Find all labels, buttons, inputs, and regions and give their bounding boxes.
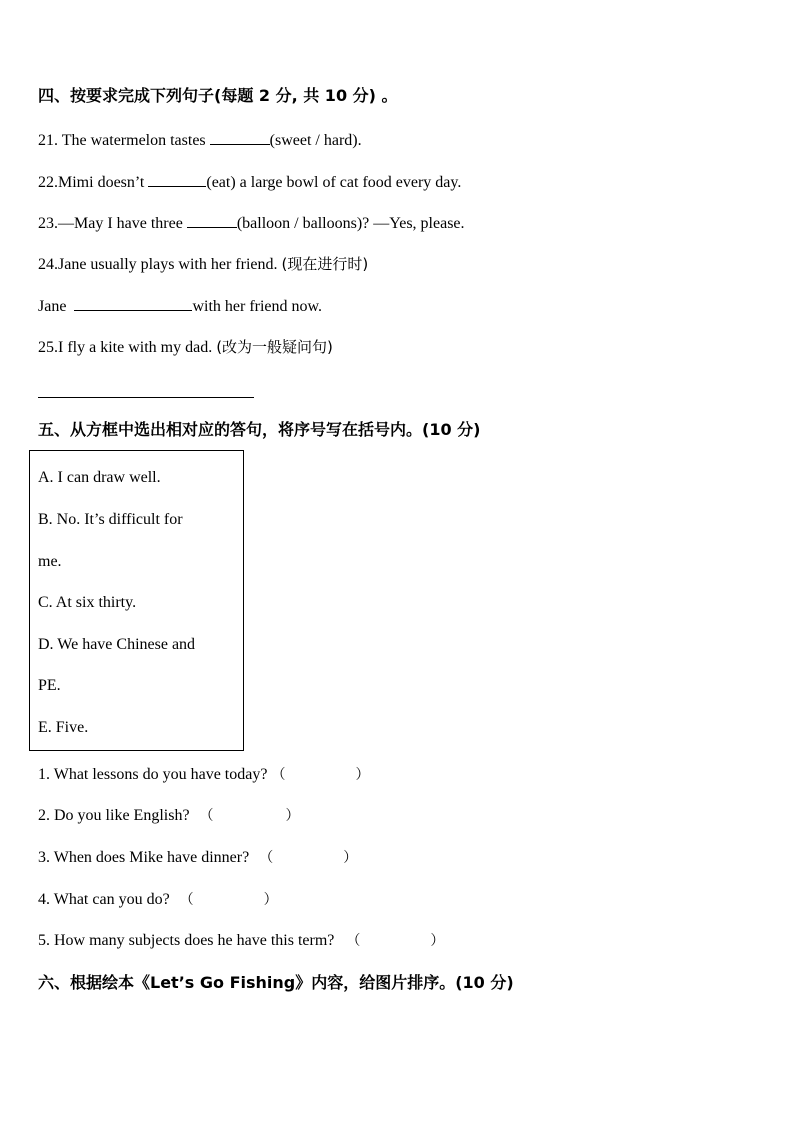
q21-hint: (sweet / hard). xyxy=(269,132,362,149)
option-d-cont: PE. xyxy=(38,677,61,694)
match-q1-text: 1. What lessons do you have today? xyxy=(38,766,268,783)
option-a: A. I can draw well. xyxy=(38,469,161,486)
q24-hint: (现在进行时) xyxy=(281,255,369,273)
q22-blank[interactable] xyxy=(148,171,206,187)
question-23 xyxy=(38,212,465,234)
match-q1-paren-close: ） xyxy=(355,767,370,783)
section-5-title-text: 五、从方框中选出相对应的答句，将序号写在括号内。(10 分) xyxy=(38,420,481,439)
q23-text: 23.—May I have three xyxy=(38,215,187,232)
q25-sentence: 25.I fly a kite with my dad. xyxy=(38,339,217,356)
match-q3-paren-open: （ xyxy=(259,850,274,866)
section-5-title xyxy=(38,420,480,441)
question-25 xyxy=(38,337,333,358)
q24-sentence: 24.Jane usually plays with her friend. xyxy=(38,256,282,273)
match-q1-paren-open: （ xyxy=(271,767,286,783)
match-question-3 xyxy=(38,848,357,868)
match-q2-text: 2. Do you like English? xyxy=(38,807,190,824)
q22-rest: (eat) a large bowl of cat food every day. xyxy=(206,174,462,191)
match-q2-paren-open: （ xyxy=(199,808,214,824)
question-24-answer xyxy=(38,295,322,317)
q25-answer-line[interactable] xyxy=(38,397,254,398)
match-q4-paren-close: ） xyxy=(263,892,278,908)
q21-blank[interactable] xyxy=(210,129,270,145)
question-22 xyxy=(38,171,461,193)
section-4-title-text: 四、按要求完成下列句子(每题 2 分, 共 10 分) 。 xyxy=(38,86,398,105)
q22-text: 22.Mimi doesn’t xyxy=(38,174,149,191)
section-6-title-text: 六、根据绘本《Let’s Go Fishing》内容，给图片排序。(10 分) xyxy=(38,973,514,992)
match-q3-text: 3. When does Mike have dinner? xyxy=(38,849,250,866)
match-q5-paren-close: ） xyxy=(430,933,445,949)
q24b-text: Jane xyxy=(38,298,71,315)
match-question-2 xyxy=(38,806,300,826)
match-q5-paren-open: （ xyxy=(346,933,361,949)
match-q4-text: 4. What can you do? xyxy=(38,891,170,908)
option-b: B. No. It’s difficult for xyxy=(38,511,183,528)
section-6-title xyxy=(38,973,514,994)
q25-hint: (改为一般疑问句) xyxy=(216,338,333,356)
match-q5-text: 5. How many subjects does he have this term? xyxy=(38,932,335,949)
match-q4-paren-open: （ xyxy=(179,892,194,908)
match-q3-paren-close: ） xyxy=(343,850,358,866)
q24b-rest: with her friend now. xyxy=(192,298,323,315)
q21-text: 21. The watermelon tastes xyxy=(38,132,210,149)
match-q2-paren-close: ） xyxy=(285,808,300,824)
section-4-title xyxy=(38,86,398,107)
match-question-1 xyxy=(38,765,369,785)
q24-blank[interactable] xyxy=(74,295,192,311)
question-21 xyxy=(38,129,362,151)
question-24 xyxy=(38,254,368,275)
q23-blank[interactable] xyxy=(187,212,237,228)
q23-rest: (balloon / balloons)? —Yes, please. xyxy=(236,215,465,232)
option-e: E. Five. xyxy=(38,719,89,736)
match-question-5 xyxy=(38,931,444,951)
option-c: C. At six thirty. xyxy=(38,594,137,611)
option-d: D. We have Chinese and xyxy=(38,636,196,653)
match-question-4 xyxy=(38,890,278,910)
option-b-cont: me. xyxy=(38,553,62,570)
options-box xyxy=(29,450,244,751)
